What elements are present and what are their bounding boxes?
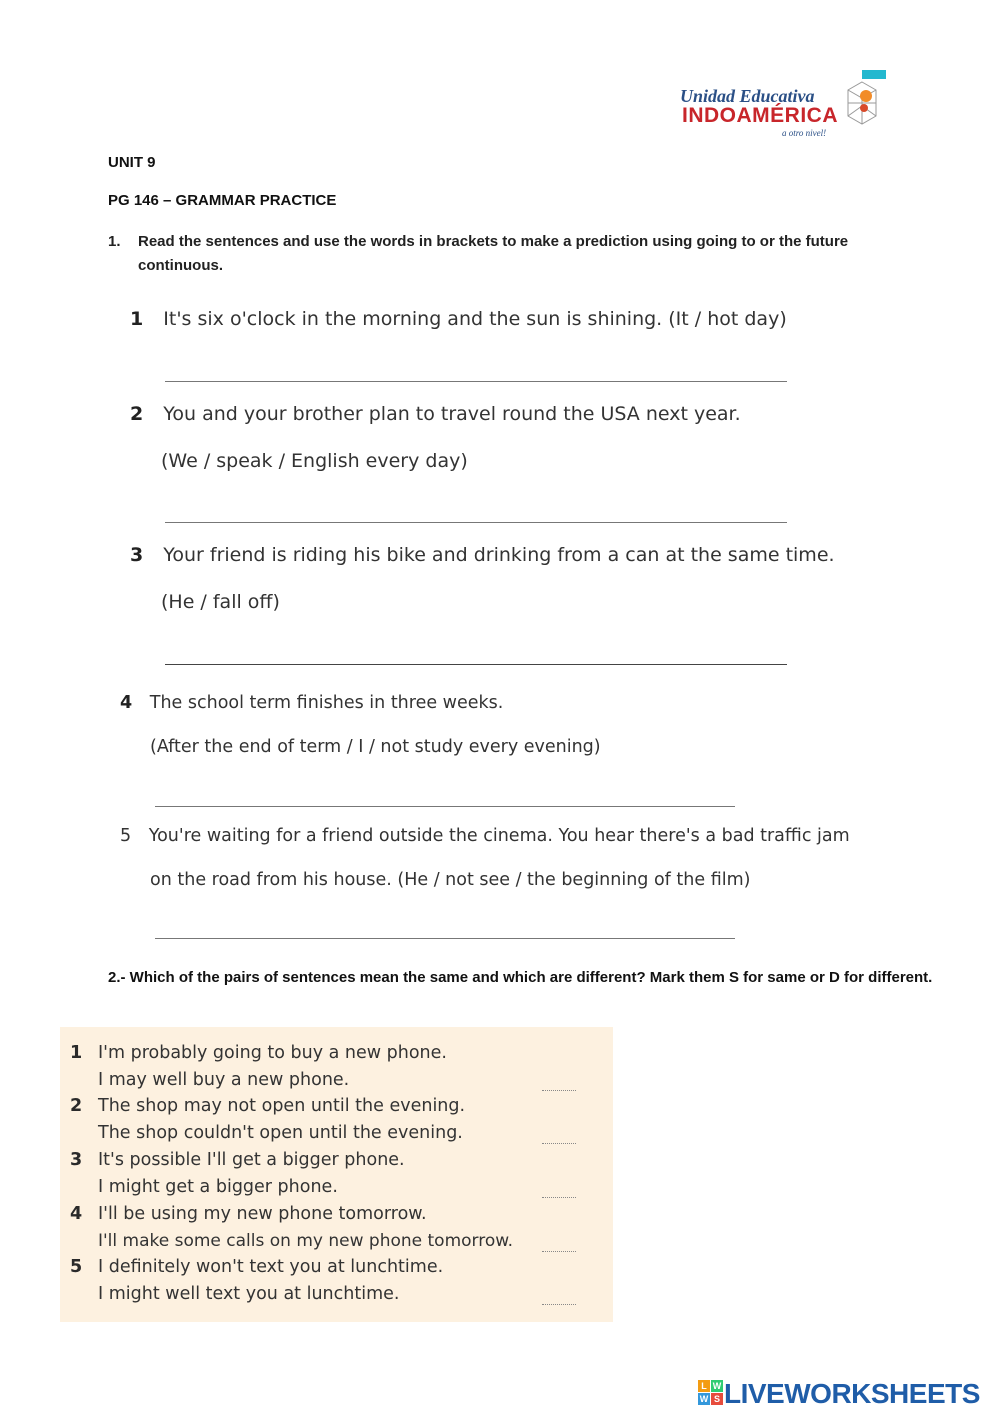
answer-line-3[interactable] (165, 664, 787, 665)
pair-sentence-b: I might well text you at lunchtime. (98, 1284, 400, 1304)
answer-line-2[interactable] (165, 522, 787, 523)
exercise2-panel (60, 1027, 613, 1322)
pair-sentence-b: I'll make some calls on my new phone tomorrow. (98, 1231, 513, 1251)
pair-answer-blank-5[interactable] (542, 1304, 576, 1305)
answer-line-4[interactable] (155, 806, 735, 807)
unit-title: UNIT 9 (108, 154, 156, 171)
liveworksheets-wordmark: LIVEWORKSHEETS (724, 1378, 980, 1409)
icon-tile: S (711, 1393, 723, 1405)
logo-line1: Unidad Educativa (680, 86, 815, 106)
icon-tile: W (712, 1381, 722, 1391)
question-1 (130, 308, 787, 330)
exercise1-instruction-text: Read the sentences and use the words in brackets to make a prediction using going to or the future continuous. (138, 233, 849, 274)
icon-tile: W (699, 1394, 709, 1404)
pair-sentence-b: The shop couldn't open until the evening. (98, 1123, 463, 1143)
pair-answer-blank-4[interactable] (542, 1251, 576, 1252)
question-3-prompt: (He / fall off) (161, 591, 280, 613)
geodesic-sphere-icon (844, 80, 880, 132)
question-number: 2 (130, 403, 144, 425)
liveworksheets-brand (698, 1378, 998, 1410)
pair-sentence-b: I might get a bigger phone. (98, 1177, 338, 1197)
pair-sentence-a: I'm probably going to buy a new phone. (98, 1043, 447, 1063)
answer-line-5[interactable] (155, 938, 735, 939)
question-text: Your friend is riding his bike and drinking from a can at the same time. (163, 544, 835, 566)
question-number: 5 (120, 826, 132, 846)
pair-sentence-b: I may well buy a new phone. (98, 1070, 350, 1090)
liveworksheets-icon (698, 1380, 724, 1406)
question-3 (130, 544, 835, 566)
school-logo (680, 68, 895, 140)
pair-sentence-a: I'll be using my new phone tomorrow. (98, 1204, 427, 1224)
answer-line-1[interactable] (165, 381, 787, 382)
pair-number: 5 (70, 1257, 83, 1277)
pair-number: 1 (70, 1043, 83, 1063)
pair-sentence-a: I definitely won't text you at lunchtime. (98, 1257, 444, 1277)
question-2-prompt: (We / speak / English every day) (161, 450, 468, 472)
pair-number: 4 (70, 1204, 83, 1224)
question-number: 3 (130, 544, 144, 566)
logo-line2: INDOAMÉRICA (682, 104, 838, 127)
question-5-continued: on the road from his house. (He / not see / the beginning of the film) (150, 870, 751, 890)
question-text: It's six o'clock in the morning and the sun is shining. (It / hot day) (163, 308, 787, 330)
logo-tagline: a otro nivel! (782, 128, 827, 138)
exercise1-instruction (108, 230, 928, 278)
exercise1-number: 1. (108, 233, 121, 250)
pair-sentence-a: It's possible I'll get a bigger phone. (98, 1150, 405, 1170)
exercise2-instruction: 2.- Which of the pairs of sentences mean the same and which are different? Mark them S for same or D for different. (108, 969, 933, 986)
logo-accent-bar (862, 70, 886, 79)
pair-answer-blank-2[interactable] (542, 1143, 576, 1144)
question-text: You're waiting for a friend outside the cinema. You hear there's a bad traffic jam (148, 826, 850, 846)
question-number: 1 (130, 308, 144, 330)
pair-answer-blank-1[interactable] (542, 1090, 576, 1091)
question-5 (120, 826, 850, 846)
pair-sentence-a: The shop may not open until the evening. (98, 1096, 466, 1116)
question-number: 4 (120, 693, 133, 713)
question-text: The school term finishes in three weeks. (149, 693, 504, 713)
question-4 (120, 693, 503, 713)
question-4-prompt: (After the end of term / I / not study every evening) (150, 737, 601, 757)
question-text: You and your brother plan to travel round the USA next year. (163, 403, 741, 425)
question-2 (130, 403, 741, 425)
pair-number: 2 (70, 1096, 83, 1116)
icon-tile: L (698, 1380, 710, 1392)
page-title: PG 146 – GRAMMAR PRACTICE (108, 192, 337, 209)
pair-answer-blank-3[interactable] (542, 1197, 576, 1198)
pair-number: 3 (70, 1150, 83, 1170)
